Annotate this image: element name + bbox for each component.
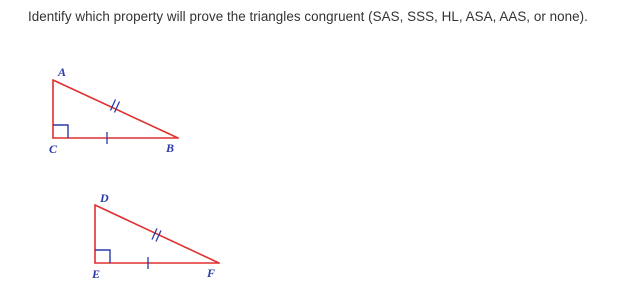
vertex-label-a: A <box>58 65 67 79</box>
side-df <box>95 205 219 263</box>
triangle-abc <box>49 65 178 156</box>
vertex-label-b: B <box>166 141 175 155</box>
double-tick-df <box>152 229 161 242</box>
vertex-label-c: C <box>49 142 58 156</box>
right-angle-mark-c <box>53 125 68 138</box>
triangle-def <box>91 191 219 281</box>
question-text: Identify which property will prove the triangles congruent (SAS, SSS, HL, ASA, AAS, or none). <box>28 9 588 24</box>
vertex-label-e: E <box>92 267 101 281</box>
right-angle-mark-e <box>95 250 110 263</box>
vertex-label-f: F <box>207 266 216 280</box>
vertex-label-d: D <box>100 191 109 205</box>
